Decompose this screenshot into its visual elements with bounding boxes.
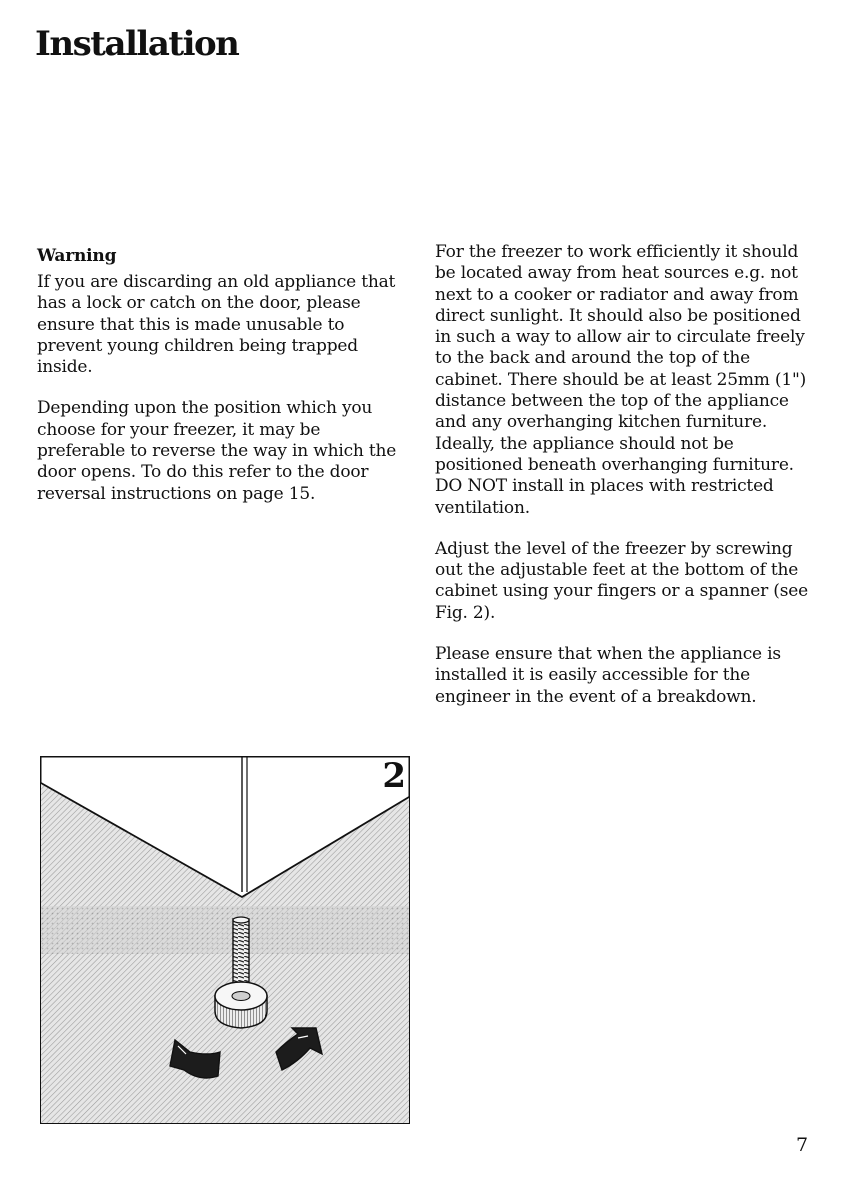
left-column (37, 244, 409, 525)
location-paragraph: For the freezer to work efficiently it should be located away from heat sources e.g. not next to a cooker or radiator and away from direct sunlight. It should also be positioned in such a way to allow air to circulate freely to the back and around the top of the cabinet. There should be at least 25mm (1") distance between the top of the appliance and any overhanging kitchen furniture. Ideally, the appliance should not be positioned beneath overhanging furniture. DO NOT install in places with restricted ventilation. (435, 242, 807, 518)
warning-heading: Warning (37, 246, 117, 266)
adjustable-foot-illustration (40, 756, 410, 1124)
door-reversal-paragraph: Depending upon the position which you choose for your freezer, it may be preferable to reverse the way in which the door opens. To do this refer to the door reversal instructions on page 15. (37, 398, 397, 504)
accessibility-paragraph: Please ensure that when the appliance is installed it is easily accessible for the engineer in the event of a breakdown. (435, 644, 781, 707)
page-title: Installation (35, 24, 239, 64)
right-column (435, 242, 815, 728)
figure-adjustable-foot (40, 756, 410, 1124)
figure-number: 2 (382, 756, 406, 796)
levelling-paragraph: Adjust the level of the freezer by screwing out the adjustable feet at the bottom of the cabinet using your fingers or a spanner (see Fig. 2). (435, 538, 808, 623)
page-number: 7 (796, 1134, 809, 1156)
warning-text: If you are discarding an old appliance that has a lock or catch on the door, please ensure that this is made unusable to prevent young children being trapped inside. (37, 272, 396, 378)
